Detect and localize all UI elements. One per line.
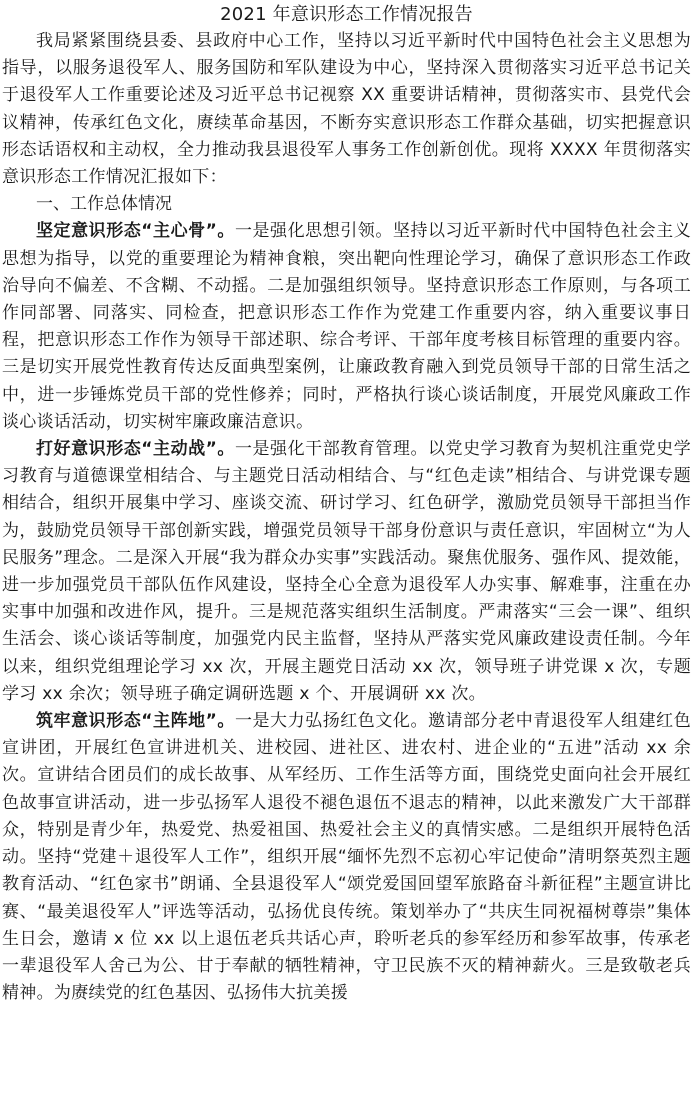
- paragraph-main-backbone: [2, 218, 691, 436]
- paragraph-body-text: 一是强化干部教育管理。以党史学习教育为契机注重党史学习教育与道德课堂相结合、与主题党日活动相结合、与“红色走读”相结合、与讲党课专题相结合，组织开展集中学习、座谈交流、研讨学习、红色研学，激励党员领导干部担当作为，鼓励党员领导干部创新实践，增强党员领导干部身份意识与责任意识，牢固树立“为人民服务”理念。二是深入开展“我为群众办实事”实践活动。聚焦优服务、强作风、提效能，进一步加强党员干部队伍作风建设，坚持全心全意为退役军人办实事、解难事，注重在办实事中加强和改进作风，提升。三是规范落实组织生活制度。严肃落实“三会一课”、组织生活会、谈心谈话等制度，加强党内民主监督，坚持从严落实党风廉政建设责任制。今年以来，组织党组理论学习 xx 次，开展主题党日活动 xx 次，领导班子讲党课 x 次，专题学习 xx 余次；领导班子确定调研选题 x 个、开展调研 xx 次。: [2, 439, 691, 704]
- paragraph-lead-title: 打好意识形态“主动战”。: [36, 439, 235, 460]
- paragraph-lead-title: 筑牢意识形态“主阵地”。: [36, 711, 235, 732]
- document-title: 2021 年意识形态工作情况报告: [220, 4, 473, 25]
- paragraph-body-text: 一是大力弘扬红色文化。邀请部分老中青退役军人组建红色宣讲团，开展红色宣讲进机关、进校园、进社区、进农村、进企业的“五进”活动 xx 余次。宣讲结合团员们的成长故事、从军经历、工作生活等方面，围绕党史面向社会开展红色故事宣讲活动，进一步弘扬军人退役不褪色退伍不退志的精神，以此来激发广大干部群众，特别是青少年，热爱党、热爱祖国、热爱社会主义的真情实感。二是组织开展特色活动。坚持“党建＋退役军人工作”，组织开展“缅怀先烈不忘初心牢记使命”清明祭英烈主题教育活动、“红色家书”朗诵、全县退役军人“颂党爱国回望军旅路奋斗新征程”主题宣讲比赛、“最美退役军人”评选等活动，弘扬优良传统。策划举办了“共庆生同祝福树尊崇”集体生日会，邀请 x 位 xx 以上退伍老兵共话心声，聆听老兵的参军经历和参军故事，传承老一辈退役军人舍己为公、甘于奉献的牺牲精神，守卫民族不灭的精神薪火。三是致敬老兵精神。为赓续党的红色基因、弘扬伟大抗美援: [2, 711, 691, 1004]
- paragraph-main-front: [2, 708, 691, 1007]
- paragraph-initiative-battle: [2, 436, 691, 708]
- intro-paragraph: 我局紧紧围绕县委、县政府中心工作，坚持以习近平新时代中国特色社会主义思想为指导，以服务退役军人、服务国防和军队建设为中心，坚持深入贯彻落实习近平总书记关于退役军人工作重要论述及习近平总书记视察 XX 重要讲话精神，贯彻落实市、县党代会议精神，传承红色文化，赓续革命基因，不断夯实意识形态工作群众基础，切实把握意识形态话语权和主动权，全力推动我县退役军人事务工作创新创优。现将 XXXX 年贯彻落实意识形态工作情况汇报如下：: [2, 31, 691, 188]
- paragraph-lead-title: 坚定意识形态“主心骨”。: [36, 221, 235, 242]
- paragraph-body-text: 一是强化思想引领。坚持以习近平新时代中国特色社会主义思想为指导，以党的重要理论为精神食粮，突出靶向性理论学习，确保了意识形态工作政治导向不偏差、不含糊、不动摇。二是加强组织领导。坚持意识形态工作原则，与各项工作同部署、同落实、同检查，把意识形态工作作为党建工作重要内容，纳入重要议事日程，把意识形态工作作为领导干部述职、综合考评、干部年度考核目标管理的重要内容。三是切实开展党性教育传达反面典型案例，让廉政教育融入到党员领导干部的日常生活之中，进一步锤炼党员干部的党性修养；同时，严格执行谈心谈话制度，开展党风廉政工作谈心谈话活动，切实树牢廉政廉洁意识。: [2, 221, 691, 432]
- section-heading-overview: 一、工作总体情况: [36, 194, 172, 215]
